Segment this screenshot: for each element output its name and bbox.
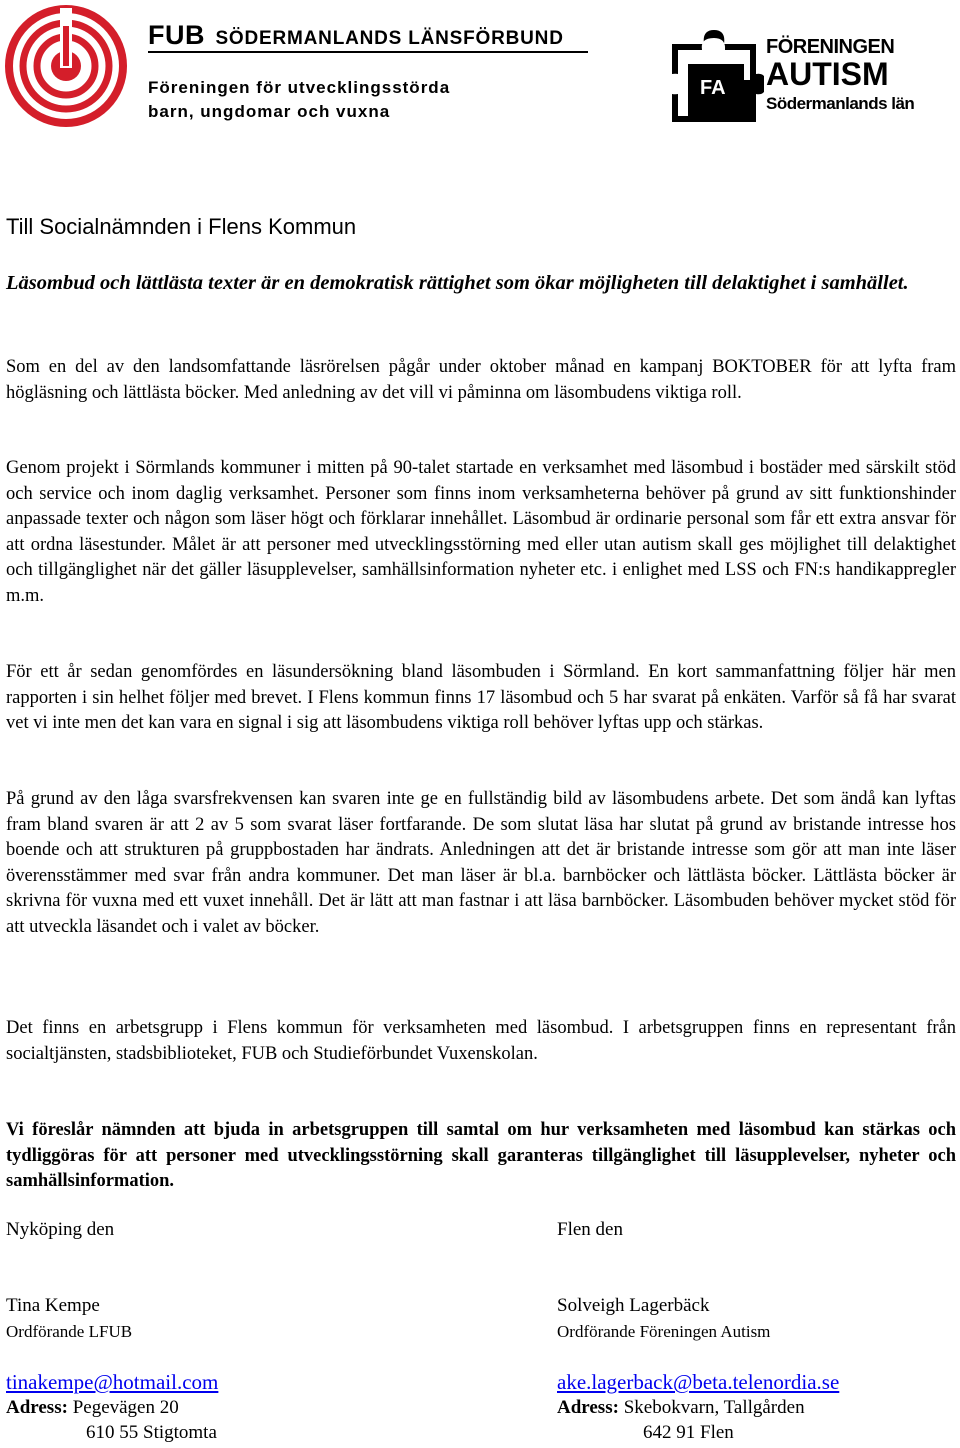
right-email-link[interactable]: ake.lagerback@beta.telenordia.se	[557, 1370, 840, 1394]
paragraph-3: För ett år sedan genomfördes en läsundersökning bland läsombuden i Sörmland. En kort sammanfattning följer här men rapporten i sin helhet följer med brevet. I Flens kommun finns 17 läsombud och 5 har svarat på enkäten. Varför så få har svarat vet vi inte men det kan vara en signal i sig att läsombudens viktiga roll behöver lyftas upp och stärkas.	[6, 662, 956, 733]
autism-logo-line1: FÖRENINGEN	[766, 36, 895, 58]
org-short-name: FUB	[148, 20, 205, 50]
left-address	[6, 1397, 179, 1419]
right-address	[557, 1397, 805, 1419]
fub-circle-logo-icon	[4, 4, 128, 128]
org-title	[148, 20, 564, 51]
left-address-line1: Pegevägen 20	[72, 1397, 179, 1418]
fub-logo	[4, 4, 128, 128]
paragraph-2: Genom projekt i Sörmlands kommuner i mitten på 90-talet startade en verksamhet med läsombud i bostäder med särskilt stöd och service och inom daglig verksamhet. Personer som finns inom verksamheterna behöver på grund av sitt funktionshinder anpassade texter och någon som läser högt och förklarar innehållet. Läsombud är ordinarie personal som får ett extra ansvar för att ordna läsestunder. Målet är att personer med utvecklingsstörning med eller utan autism skall ges möjlighet till delaktighet och tillgänglighet när det gäller läsupplevelser, samhällsinformation nyheter etc. i enlighet med LSS och FN:s handikappregler m.m.	[6, 458, 956, 606]
org-region-name: SÖDERMANLANDS LÄNSFÖRBUND	[215, 28, 564, 49]
recipient-line: Till Socialnämnden i Flens Kommun	[6, 214, 357, 239]
paragraph-5: Det finns en arbetsgrupp i Flens kommun för verksamheten med läsombud. I arbetsgruppen finns en representant från socialtjänsten, stadsbiblioteket, FUB och Studieförbundet Vuxenskolan.	[6, 1018, 956, 1064]
paragraph-1: Som en del av den landsomfattande läsrörelsen pågår under oktober månad en kampanj BOKTOBER för att lyfta fram högläsning och lättlästa böcker. Med anledning av det vill vi påminna om läsombudens viktiga roll.	[6, 357, 956, 403]
puzzle-piece-icon	[668, 24, 764, 124]
left-signer-name: Tina Kempe	[6, 1295, 100, 1316]
left-email-link[interactable]: tinakempe@hotmail.com	[6, 1370, 219, 1394]
paragraph-4: På grund av den låga svarsfrekvensen kan svaren inte ge en fullständig bild av läsombudens arbete. Det som ändå kan lyftas fram bland svaren är att 2 av 5 som svarat läser fortfarande. De som slutat läsa har slutat på grund av bristande intresse hos boende och att strukturen på gruppbostaden har ändrats. Anledningen att det är bristande intresse som gör att man inte läser överensstämmer med svar från andra kommuner. Det man läser är bl.a. barnböcker och lättlästa böcker. Lättlästa böcker är skrivna för vuxna med ett vuxet innehåll. Det är lätt att man fastnar i att läsa barnböcker. Läsombuden behöver mycket stöd för att utveckla läsandet och i valet av böcker.	[6, 789, 956, 937]
right-address-line1: Skebokvarn, Tallgården	[623, 1397, 805, 1418]
proposal-paragraph: Vi föreslår nämnden att bjuda in arbetsgruppen till samtal om hur verksamheten med läsombud kan stärkas och tydliggöras för att personer med utvecklingsstörning skall garanteras tillgänglighet till läsupplevelser, nyheter och samhällsinformation.	[6, 1120, 956, 1191]
right-address-line2: 642 91 Flen	[643, 1422, 734, 1443]
letter-headline: Läsombud och lättlästa texter är en demokratisk rättighet som ökar möjligheten till delaktighet i samhället.	[6, 272, 909, 294]
autism-logo	[668, 24, 948, 134]
right-email-wrap	[557, 1370, 839, 1395]
left-address-line2: 610 55 Stigtomta	[86, 1422, 217, 1443]
right-address-label: Adress:	[557, 1397, 619, 1418]
org-subtitle: Föreningen för utvecklingsstörda barn, ungdomar och vuxna	[148, 78, 451, 121]
left-email-wrap	[6, 1370, 218, 1395]
left-signer-role: Ordförande LFUB	[6, 1322, 133, 1341]
autism-badge-text: FA	[700, 77, 726, 99]
autism-logo-line3: Södermanlands län	[766, 94, 915, 113]
autism-logo-line2: AUTISM	[766, 56, 889, 92]
right-signer-role: Ordförande Föreningen Autism	[557, 1322, 771, 1341]
right-place-date: Flen den	[557, 1219, 623, 1240]
right-signer-name: Solveigh Lagerbäck	[557, 1295, 710, 1316]
left-place-date: Nyköping den	[6, 1219, 115, 1240]
left-address-label: Adress:	[6, 1397, 68, 1418]
header-divider	[148, 51, 588, 53]
